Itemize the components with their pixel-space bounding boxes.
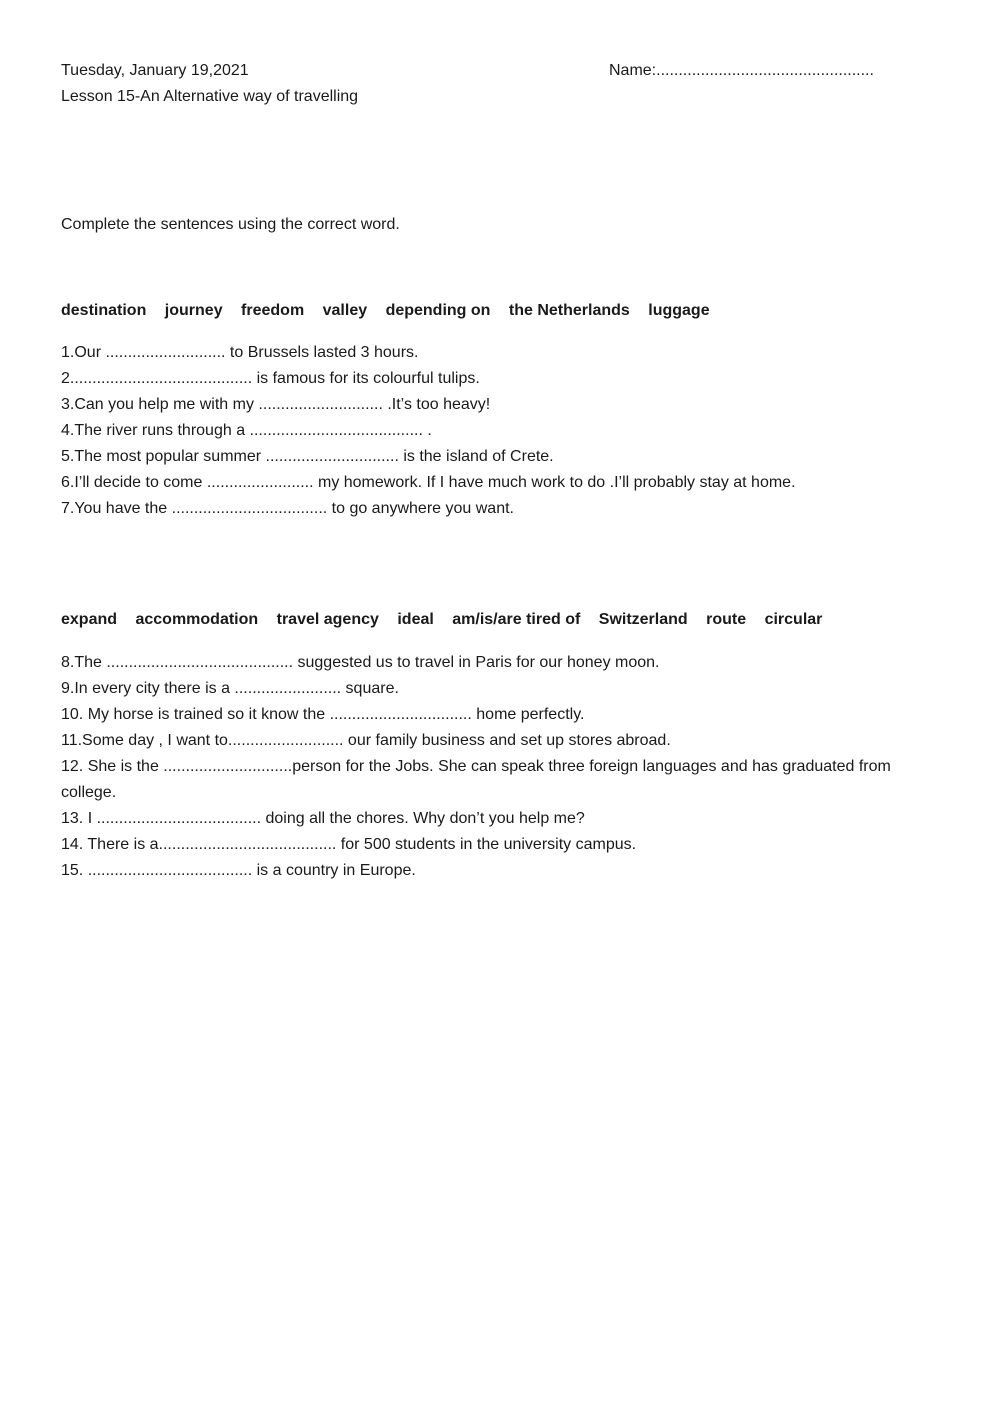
- exercise-sentence: 8.The .......................................... suggested us to travel in Paris for our honey moon.: [61, 654, 660, 671]
- exercise-sentence: 7.You have the ................................... to go anywhere you want.: [61, 500, 514, 517]
- word-bank-word: depending on: [385, 302, 491, 319]
- exercise-sentence: 13. I ..................................... doing all the chores. Why don’t you help me?: [61, 810, 585, 827]
- exercise-sentence: 3.Can you help me with my ............................ .It’s too heavy!: [61, 396, 491, 413]
- word-bank-word: freedom: [241, 302, 305, 319]
- exercise-sentence: 15. ..................................... is a country in Europe.: [61, 862, 416, 879]
- name-field: Name:.................................................: [609, 62, 874, 79]
- exercise-sentence: 6.I’ll decide to come ........................ my homework. If I have much work to do .I’ll probably stay at home.: [61, 474, 796, 491]
- word-bank-word: the Netherlands: [508, 302, 630, 319]
- exercise-sentence: 4.The river runs through a ....................................... .: [61, 422, 432, 439]
- word-bank-word: route: [706, 611, 747, 628]
- word-bank-word: Switzerland: [598, 611, 688, 628]
- word-bank-word: valley: [322, 302, 368, 319]
- date-text: Tuesday, January 19,2021: [61, 62, 249, 79]
- instruction-text: Complete the sentences using the correct word.: [61, 216, 400, 233]
- exercise-sentence: 14. There is a........................................ for 500 students in the university campus.: [61, 836, 637, 853]
- word-bank-word: travel agency: [276, 611, 379, 628]
- word-bank-word: luggage: [648, 302, 710, 319]
- word-bank-word: expand: [61, 611, 118, 628]
- word-bank-2: [61, 607, 836, 633]
- exercise-2-list: [61, 650, 941, 884]
- exercise-sentence: 9.In every city there is a ........................ square.: [61, 680, 399, 697]
- word-bank-word: destination: [61, 302, 147, 319]
- exercise-sentence: 10. My horse is trained so it know the ................................ home perfectly.: [61, 706, 585, 723]
- exercise-sentence: 11.Some day , I want to.......................... our family business and set up stores abroad.: [61, 732, 671, 749]
- lesson-title: Lesson 15-An Alternative way of travelling: [61, 88, 359, 105]
- word-bank-word: journey: [164, 302, 223, 319]
- word-bank-word: ideal: [397, 611, 434, 628]
- exercise-sentence: 1.Our ........................... to Brussels lasted 3 hours.: [61, 344, 419, 361]
- word-bank-1: [61, 298, 724, 324]
- exercise-1-list: [61, 340, 941, 522]
- word-bank-word: am/is/are tired of: [452, 611, 581, 628]
- exercise-sentence: 2......................................... is famous for its colourful tulips.: [61, 370, 480, 387]
- word-bank-word: accommodation: [135, 611, 259, 628]
- word-bank-word: circular: [764, 611, 823, 628]
- exercise-sentence: 5.The most popular summer .............................. is the island of Crete.: [61, 448, 554, 465]
- exercise-sentence: 12. She is the .............................person for the Jobs. She can speak three foreign languages and has graduated from college.: [61, 758, 891, 801]
